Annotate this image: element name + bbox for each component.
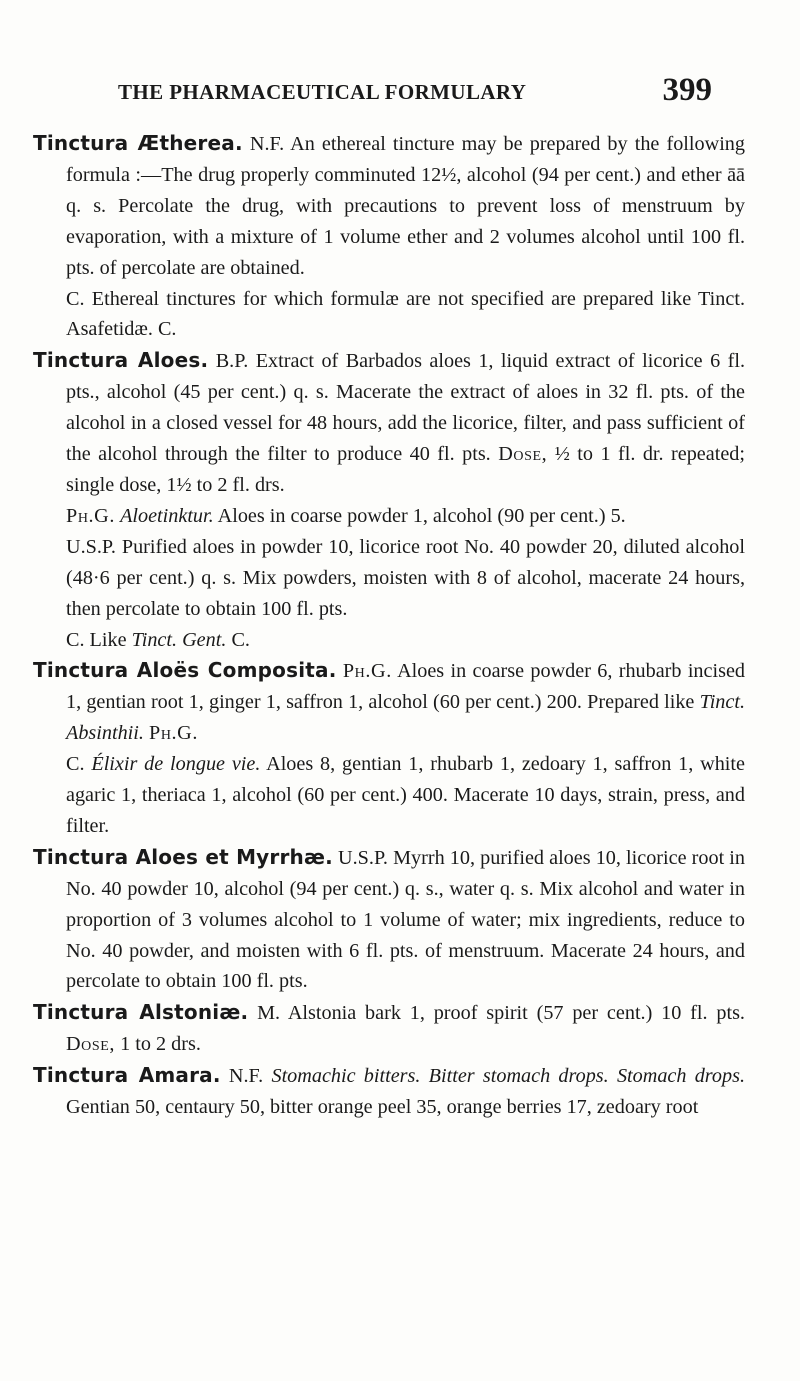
source-label: Ph.G. xyxy=(342,660,392,683)
entry-text: U.S.P. Myrrh 10, purified aloes 10, licorice root in No. 40 powder 10, alcohol (94 per cent.) q. s., water q. s. Mix alcohol and water in proportion of 3 volumes alcohol to 1 volume of water; mix ingredients, reduce to No. 40 powder, and moisten with 6 fl. pts. of menstruum. Macerate 24 hours, and percolate to obtain 100 fl. pts. xyxy=(66,846,745,993)
entry-headword: Tinctura Ætherea. xyxy=(33,131,243,155)
entry-tinctura-aetherea xyxy=(33,128,745,284)
entry-paragraph xyxy=(33,749,745,842)
entry-text: Gentian 50, centaury 50, bitter orange peel 35, orange berries 17, zedoary root xyxy=(66,1096,699,1119)
entry-tinctura-amara xyxy=(33,1060,745,1123)
entry-paragraph xyxy=(33,501,745,532)
running-header xyxy=(118,68,712,108)
entry-headword: Tinctura Aloes et Myrrhæ. xyxy=(33,844,333,869)
entry-tinctura-aloes-composita xyxy=(33,655,745,749)
drug-name: Élixir de longue vie. xyxy=(91,753,261,776)
entry-headword: Tinctura Amara. xyxy=(33,1063,221,1088)
entry-text: M. Alstonia bark 1, proof spirit (57 per cent.) 10 fl. pts. xyxy=(248,1002,745,1025)
entry-text: B.P. Extract of Barbados aloes 1, liquid extract of licorice 6 fl. pts., alcohol (45 per cent.) q. s. Macerate the extract of aloes in 32 fl. pts. of the alcohol in a closed vessel for 48 hours, add the licorice, filter, and pass sufficient of the alcohol through the filter to produce 40 fl. pts. xyxy=(66,350,745,466)
dose-label: Dose, xyxy=(498,443,548,466)
entry-headword: Tinctura Aloës Composita. xyxy=(33,658,337,683)
entry-text: N.F. An ethereal tincture may be prepared by the following formula :—The drug properly comminuted 12½, alcohol (94 per cent.) and ether āā q. s. Percolate the drug, with precautions to prevent loss of menstruum by evaporation, with a mixture of 1 volume ether and 2 volumes alcohol until 100 fl. pts. of percolate are obtained. xyxy=(66,133,745,279)
entry-paragraph: U.S.P. Purified aloes in powder 10, licorice root No. 40 powder 20, diluted alcohol (48·6 per cent.) q. s. Mix powders, moisten with 8 of alcohol, macerate 24 hours, then percolate to obtain 100 fl. pts. xyxy=(66,535,745,620)
page-number: 399 xyxy=(662,72,712,108)
dose-text: 1 to 2 drs. xyxy=(115,1033,201,1056)
source-label: Ph.G. xyxy=(149,722,199,745)
entry-headword: Tinctura Alstoniæ. xyxy=(33,1000,249,1025)
entry-text: N.F. xyxy=(220,1065,264,1088)
entry-tinctura-alstoniae xyxy=(33,997,745,1060)
entry-paragraph: C. Ethereal tinctures for which formulæ are not specified are prepared like Tinct. Asafetidæ. C. xyxy=(66,287,745,341)
entry-tinctura-aloes-et-myrrhae xyxy=(33,842,745,998)
entry-text: Aloes 8, gentian 1, rhubarb 1, zedoary 1, saffron 1, white agaric 1, theriaca 1, alcohol (60 per cent.) 400. Macerate 10 days, strain, press, and filter. xyxy=(66,753,745,837)
entry-text: C. xyxy=(226,628,250,651)
entry-text: Aloes in coarse powder 6, rhubarb incised 1, gentian root 1, ginger 1, saffron 1, alcohol (60 per cent.) 200. Prepared like xyxy=(66,660,746,714)
entry-tinctura-aloes xyxy=(33,345,745,501)
dose-text: ½ to 1 fl. dr. repeated; single dose, 1½ to 2 fl. drs. xyxy=(66,443,745,496)
drug-name: Aloetinktur. xyxy=(120,504,214,527)
cross-reference: Tinct. Gent. xyxy=(131,628,227,651)
entry-headword: Tinctura Aloes. xyxy=(33,348,209,373)
dose-label: Dose, xyxy=(66,1033,116,1056)
source-label: Ph.G. xyxy=(66,504,116,527)
synonyms: Stomachic bitters. Bitter stomach drops. Stomach drops. xyxy=(271,1065,746,1088)
running-title: THE PHARMACEUTICAL FORMULARY xyxy=(118,80,527,104)
entry-text: Aloes in coarse powder 1, alcohol (90 per cent.) 5. xyxy=(213,504,626,527)
source-label: C. xyxy=(66,753,85,776)
formulary-text xyxy=(33,128,745,1123)
entry-paragraph xyxy=(33,625,745,656)
entry-text: C. Like xyxy=(66,628,127,651)
cross-reference: Tinct. Absinthii. xyxy=(66,691,746,745)
